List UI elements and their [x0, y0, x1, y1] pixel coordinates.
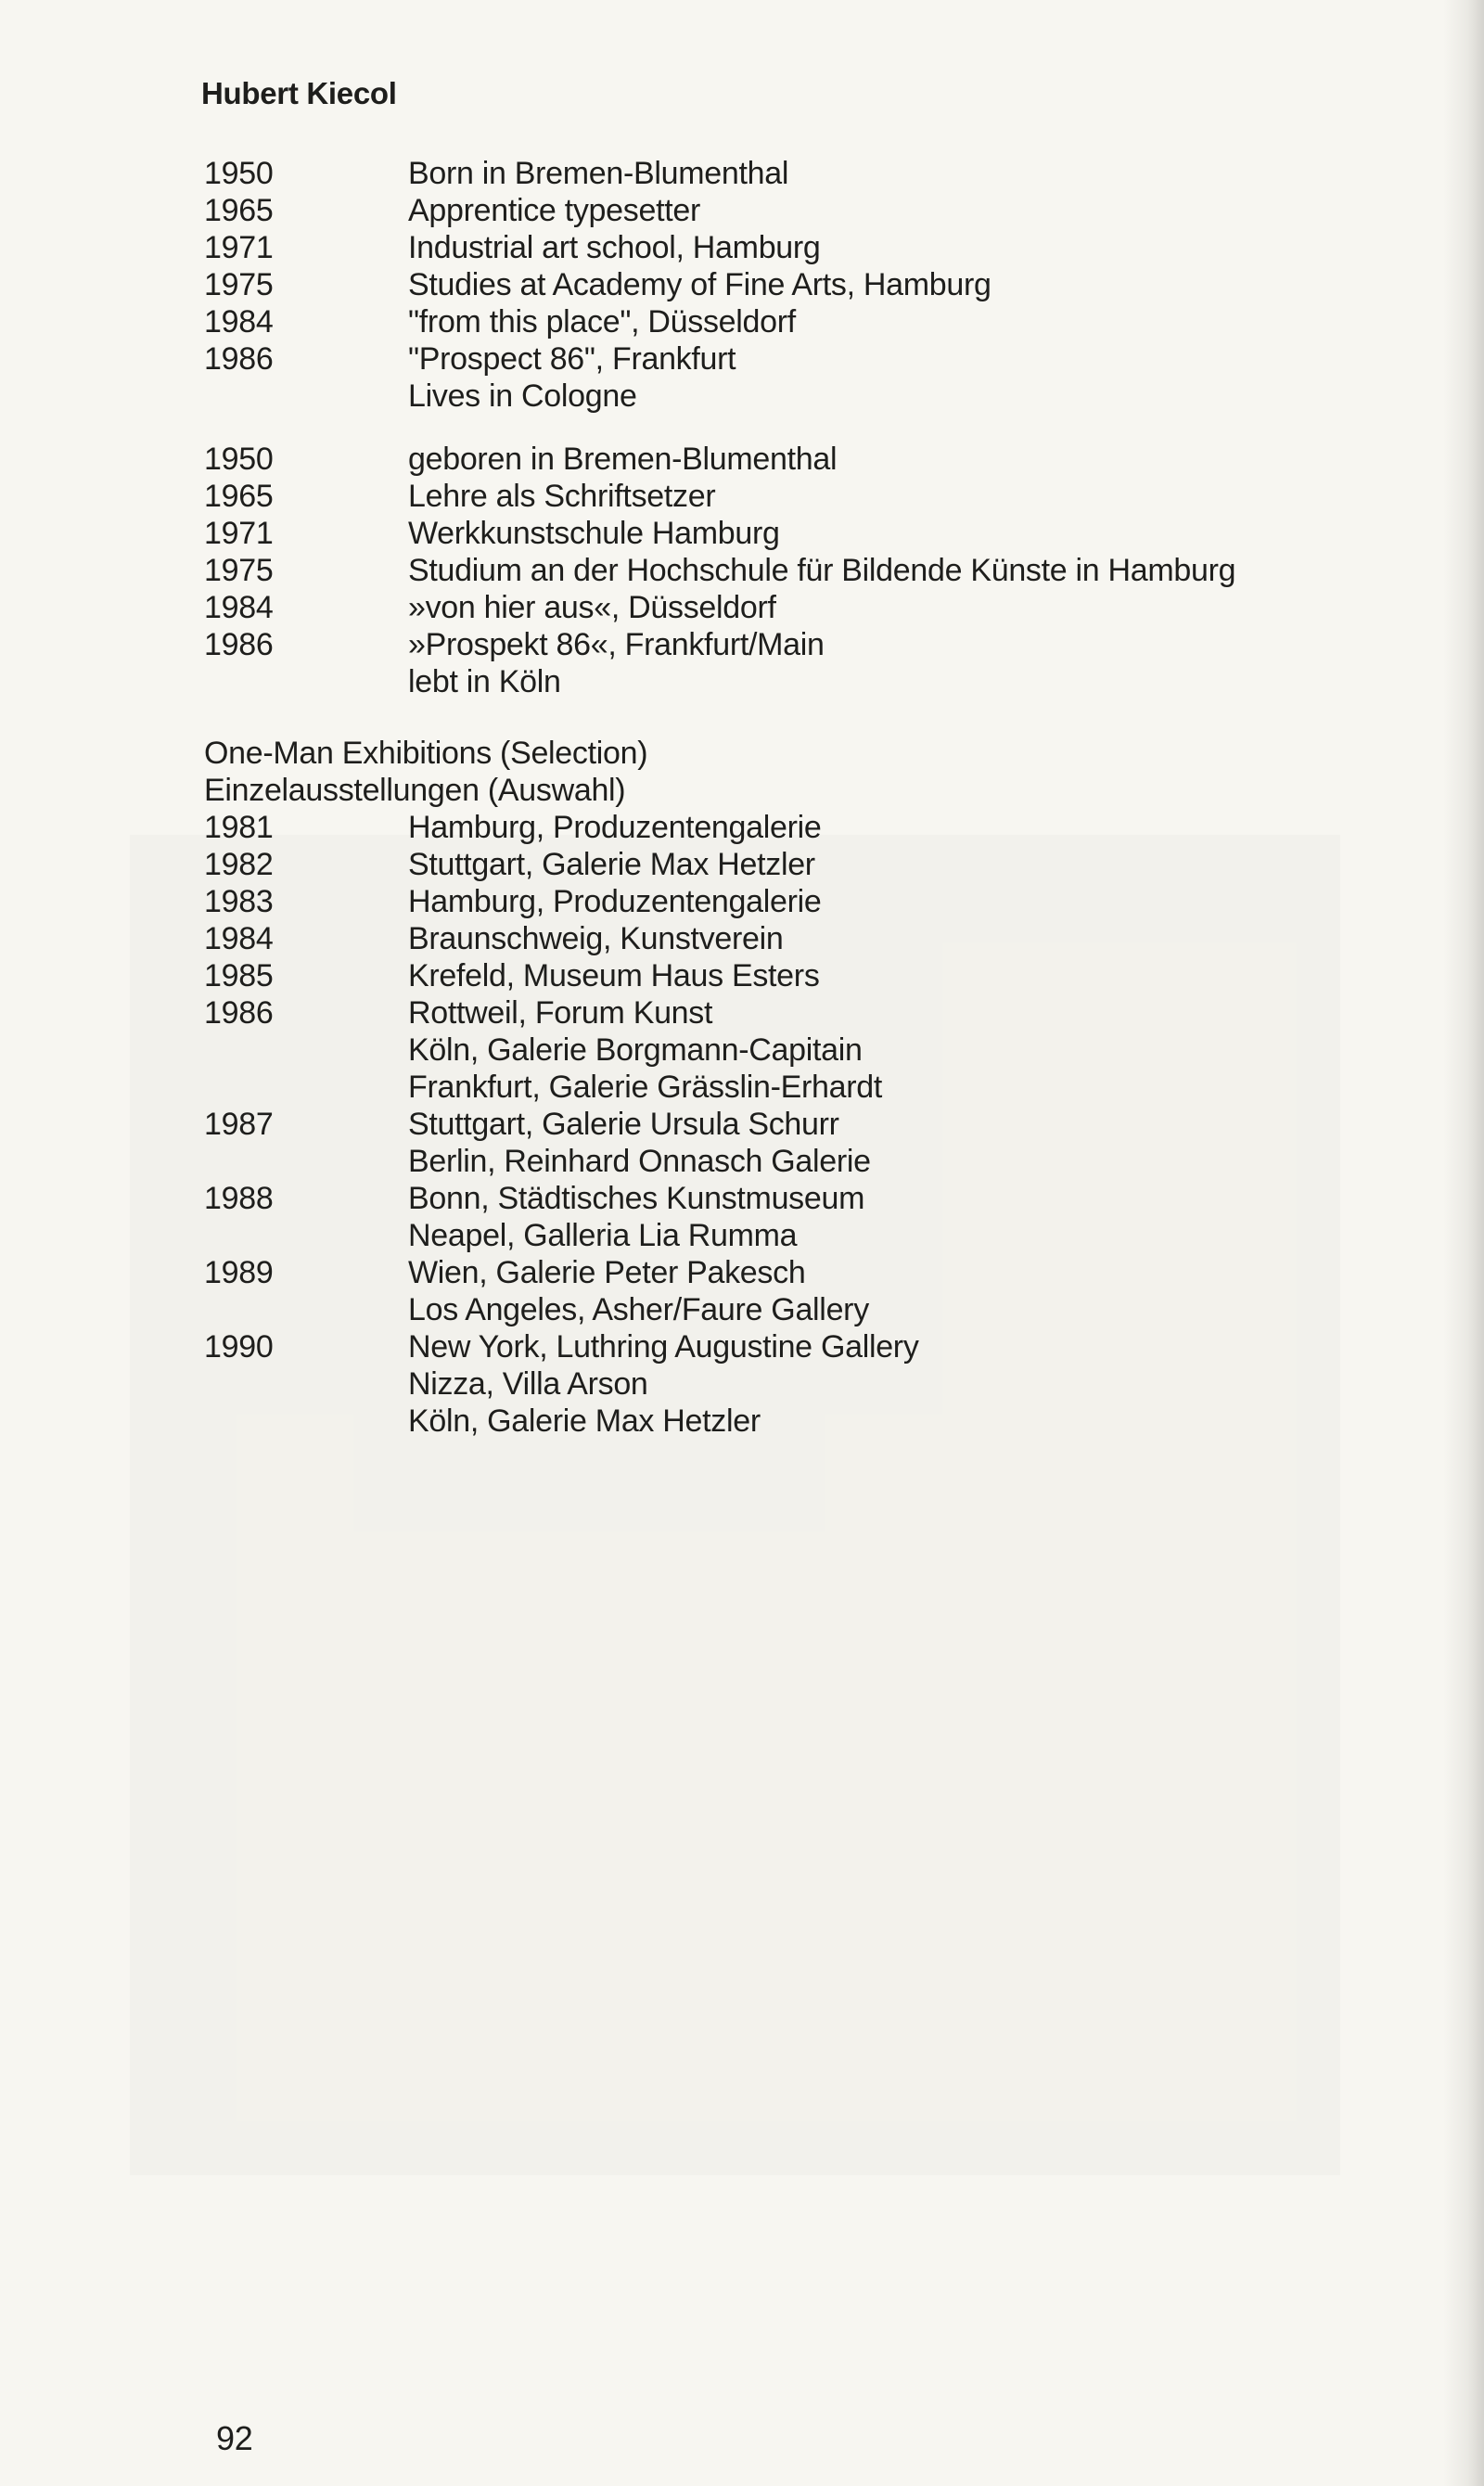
- list-item: [204, 920, 919, 957]
- list-item: [204, 809, 919, 846]
- entry-text: Rottweil, Forum Kunst: [408, 995, 713, 1031]
- year-label: 1984: [204, 921, 274, 956]
- year-label: 1971: [204, 230, 274, 265]
- list-item: [204, 1365, 919, 1403]
- year-label: 1984: [204, 304, 274, 340]
- page-edge-shadow: [1443, 0, 1484, 2486]
- list-item: [204, 1328, 919, 1365]
- year-label: 1971: [204, 516, 274, 551]
- entry-text: Stuttgart, Galerie Ursula Schurr: [408, 1107, 839, 1142]
- year-label: [204, 1403, 408, 1440]
- list-item: [204, 1180, 919, 1217]
- year-label: 1988: [204, 1181, 274, 1216]
- list-item: [204, 303, 991, 340]
- list-item: [204, 229, 991, 266]
- year-label: 1950: [204, 442, 274, 477]
- year-label: [204, 663, 408, 700]
- year-label: 1984: [204, 590, 274, 625]
- exhibitions-list: [204, 809, 919, 1440]
- year-label: [204, 1217, 408, 1254]
- entry-text: »von hier aus«, Düsseldorf: [408, 590, 776, 625]
- year-label: [204, 378, 408, 415]
- entry-text: Braunschweig, Kunstverein: [408, 921, 784, 956]
- entry-text: New York, Luthring Augustine Gallery: [408, 1329, 919, 1365]
- list-item: [204, 192, 991, 229]
- year-label: 1981: [204, 810, 274, 845]
- list-item: [204, 1143, 919, 1180]
- entry-text: Frankfurt, Galerie Grässlin-Erhardt: [408, 1070, 882, 1105]
- entry-text: Bonn, Städtisches Kunstmuseum: [408, 1181, 865, 1216]
- year-label: 1989: [204, 1255, 274, 1290]
- list-item: [204, 552, 1235, 589]
- entry-text: Lehre als Schriftsetzer: [408, 479, 716, 514]
- list-item: [204, 478, 1235, 515]
- page-title: Hubert Kiecol: [201, 76, 397, 110]
- entry-text: "Prospect 86", Frankfurt: [408, 341, 736, 377]
- year-label: 1982: [204, 847, 274, 882]
- entry-text: Köln, Galerie Max Hetzler: [408, 1403, 761, 1439]
- year-label: 1986: [204, 341, 274, 377]
- entry-text: Studium an der Hochschule für Bildende Künste in Hamburg: [408, 553, 1236, 588]
- entry-text: »Prospekt 86«, Frankfurt/Main: [408, 627, 825, 662]
- list-item: [204, 589, 1235, 626]
- entry-text: Köln, Galerie Borgmann-Capitain: [408, 1032, 863, 1068]
- entry-text: Born in Bremen-Blumenthal: [408, 156, 789, 191]
- year-label: 1975: [204, 553, 274, 588]
- biography-german: [204, 441, 1235, 700]
- year-label: 1983: [204, 884, 274, 919]
- entry-text: Hamburg, Produzentengalerie: [408, 810, 822, 845]
- list-item: [204, 266, 991, 303]
- year-label: 1985: [204, 958, 274, 993]
- list-item: [204, 1254, 919, 1291]
- entry-text: Stuttgart, Galerie Max Hetzler: [408, 847, 815, 882]
- year-label: 1965: [204, 193, 274, 228]
- entry-text: Lives in Cologne: [408, 378, 637, 414]
- entry-text: Berlin, Reinhard Onnasch Galerie: [408, 1144, 871, 1179]
- year-label: [204, 1365, 408, 1403]
- year-label: 1986: [204, 627, 274, 662]
- page-number: 92: [216, 2419, 253, 2457]
- year-label: [204, 1032, 408, 1069]
- entry-text: Studies at Academy of Fine Arts, Hamburg: [408, 267, 991, 302]
- list-item: [204, 515, 1235, 552]
- year-label: 1975: [204, 267, 274, 302]
- entry-text: Wien, Galerie Peter Pakesch: [408, 1255, 806, 1290]
- exhibitions-heading-de: Einzelausstellungen (Auswahl): [204, 773, 626, 808]
- entry-text: Industrial art school, Hamburg: [408, 230, 821, 265]
- exhibitions-heading-en: One-Man Exhibitions (Selection): [204, 736, 648, 771]
- list-item: [204, 155, 991, 192]
- year-label: 1987: [204, 1107, 274, 1142]
- entry-text: "from this place", Düsseldorf: [408, 304, 796, 340]
- entry-text: Neapel, Galleria Lia Rumma: [408, 1218, 798, 1253]
- list-item: [204, 1069, 919, 1106]
- entry-text: lebt in Köln: [408, 664, 561, 699]
- year-label: [204, 1143, 408, 1180]
- entry-text: Apprentice typesetter: [408, 193, 700, 228]
- list-item: [204, 340, 991, 378]
- list-item: [204, 626, 1235, 663]
- list-item: [204, 1106, 919, 1143]
- list-item: [204, 1403, 919, 1440]
- entry-text: Werkkunstschule Hamburg: [408, 516, 780, 551]
- list-item: [204, 957, 919, 994]
- list-item: [204, 994, 919, 1032]
- list-item: [204, 1291, 919, 1328]
- list-item: [204, 378, 991, 415]
- entry-text: geboren in Bremen-Blumenthal: [408, 442, 838, 477]
- list-item: [204, 1032, 919, 1069]
- entry-text: Hamburg, Produzentengalerie: [408, 884, 822, 919]
- year-label: 1950: [204, 156, 274, 191]
- year-label: 1990: [204, 1329, 274, 1365]
- entry-text: Krefeld, Museum Haus Esters: [408, 958, 820, 993]
- entry-text: Nizza, Villa Arson: [408, 1366, 648, 1402]
- year-label: 1986: [204, 995, 274, 1031]
- year-label: [204, 1291, 408, 1328]
- year-label: [204, 1069, 408, 1106]
- entry-text: Los Angeles, Asher/Faure Gallery: [408, 1292, 869, 1327]
- list-item: [204, 883, 919, 920]
- exhibitions-section: [204, 735, 919, 1440]
- year-label: 1965: [204, 479, 274, 514]
- list-item: [204, 1217, 919, 1254]
- list-item: [204, 846, 919, 883]
- list-item: [204, 441, 1235, 478]
- biography-english: [204, 155, 991, 415]
- list-item: [204, 663, 1235, 700]
